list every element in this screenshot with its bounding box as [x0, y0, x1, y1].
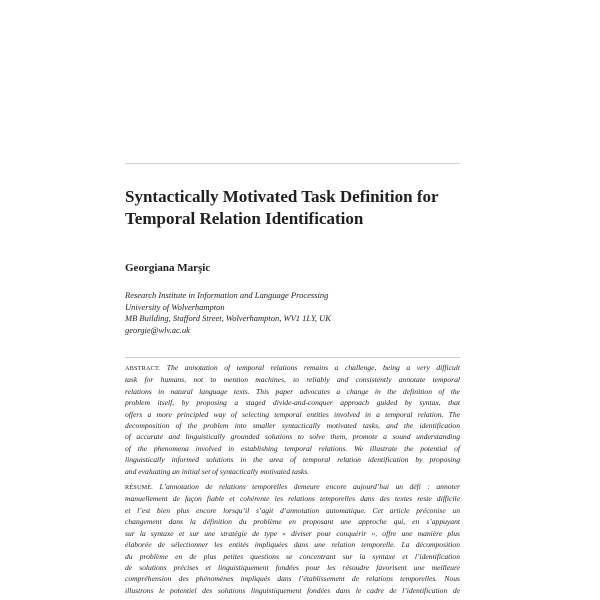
abstract-section [125, 362, 460, 600]
affiliation-institute: Research Institute in Information and Language Processing [125, 290, 329, 300]
abstract-line: of the phenomena involved in establishing temporal relations. We illustrate the potential of [125, 443, 460, 453]
affiliation-university: University of Wolverhampton [125, 301, 225, 312]
resume-line: du problème en de plus petites questions se concentrant sur la syntaxe et l’identification [125, 551, 460, 561]
resume-line: RÉSUMÉ. L’annotation de relations temporelles demeure encore aujourd’hui un défi : annoter [125, 482, 460, 492]
title-line-2: Temporal Relation Identification [125, 209, 364, 228]
abstract-english [125, 362, 460, 477]
affiliation-email: georgie@wlv.ac.uk [125, 324, 190, 335]
title-line-1: Syntactically Motivated Task Definition for [125, 187, 439, 206]
resume-line: manuellement de façon fiable et cohérente les relations temporelles dans des textes reste difficile [125, 494, 460, 504]
abstract-line: task for humans, not to mention machines, to reliably and consistently annotate temporal [125, 375, 460, 385]
resume-line: compréhension des phénomènes impliqués dans l’établissement de relations temporelles. Nous [125, 574, 460, 584]
abstract-line: and evaluating an initial set of syntactically motivated tasks. [125, 466, 310, 476]
abstract-line: linguistically informed solutions in the area of temporal relation identification by proposing [125, 455, 460, 465]
abstract-line: of accurate and linguistically grounded solutions to solve them, promote a sound understanding [125, 432, 460, 442]
abstract-line: decomposition of the problem into smaller syntactically motivated tasks, and the identification [125, 421, 460, 431]
resume-line: sur la syntaxe et sur une stratégie de type « diviser pour conquérir », offre une manière plus [125, 528, 460, 538]
resume-label: RÉSUMÉ. [125, 484, 154, 492]
resume-line: et l’est bien plus encore lorsqu’il s’agit d’annotation automatique. Cet article préconise un [125, 505, 460, 515]
abstract-line: offers a more principled way of selecting temporal entities involved in a temporal relation. The [125, 409, 460, 419]
resume-line: changement dans la définition du problème en proposant une approche qui, en s’appuyant [125, 517, 460, 527]
abstract-line: problem itself, by proposing a staged divide-and-conquer approach guided by syntax, that [125, 398, 460, 408]
abstract-line: ABSTRACT. The annotation of temporal relations remains a challenge, being a very difficult [125, 363, 460, 372]
abstract-french [125, 481, 460, 596]
resume-line: de solutions précises et linguistiquement fondées pour les résoudre favorisent une meilleure [125, 562, 460, 572]
abstract-label: ABSTRACT. [125, 365, 161, 372]
resume-line: élaborée de sélectionner les entités impliquées dans une relation temporelle. La décomposition [125, 540, 460, 550]
author-name: Georgiana Marşic [125, 262, 211, 274]
affiliation-block [125, 290, 465, 336]
paper-title [125, 186, 465, 230]
affiliation-address: MB Building, Stafford Street, Wolverhampton, WV1 1LY, UK [125, 313, 331, 323]
abstract-line: relations in natural language texts. This paper advocates a change in the definition of the [125, 386, 460, 396]
top-rule [125, 163, 460, 164]
abstract-rule [125, 357, 460, 358]
resume-line: illustrons le potentiel des solutions linguistiquement fondées dans le cadre de l’identification de [125, 585, 460, 595]
